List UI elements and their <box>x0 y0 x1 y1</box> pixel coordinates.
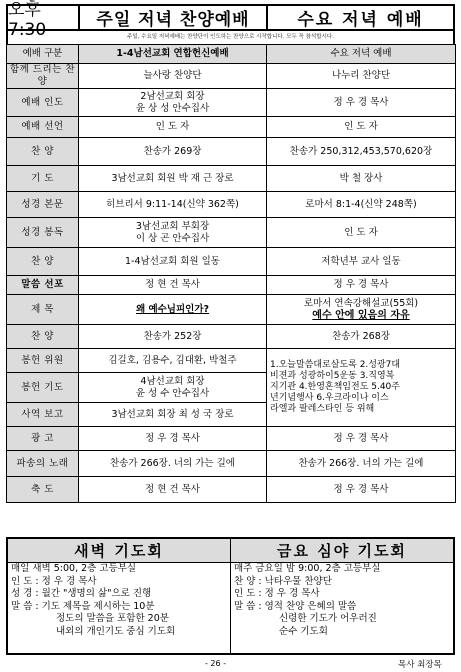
sunday-cell: 찬송가 269장 <box>79 138 267 166</box>
wednesday-cell: 찬송가 266장. 너의 가는 길에 <box>267 451 456 477</box>
cell-line: 로마서 연속강해설교(55회) <box>303 297 419 309</box>
wednesday-cell: 정 우 경 목사 <box>267 89 456 117</box>
row-label: 말씀 선포 <box>7 276 79 295</box>
wednesday-cell: 찬송가 250,312,453,570,620장 <box>267 138 456 166</box>
footer-author: 목사 최장목 <box>398 660 442 670</box>
row-label: 광 고 <box>7 427 79 451</box>
dawn-line: 정도의 말씀을 포함한 20분 <box>56 613 169 624</box>
wednesday-cell: 정 우 경 목사 <box>267 427 456 451</box>
wednesday-cell: 박 철 장사 <box>267 166 456 192</box>
dawn-line: 내외의 개인기도 중심 기도회 <box>56 625 176 637</box>
column-label-header: 예배 구분 <box>7 45 79 64</box>
sunday-cell <box>79 89 267 117</box>
wednesday-cell: 인 도 자 <box>267 218 456 248</box>
table-row <box>7 427 456 451</box>
table-row <box>7 477 456 503</box>
sunday-cell: 히브리서 9:11-14(신약 362쪽) <box>79 192 267 218</box>
row-label: 찬 양 <box>7 325 79 349</box>
table-row <box>7 138 456 166</box>
prayer-topic-line: 지기관 4.한영혼책임전도 5.40주 <box>270 382 400 392</box>
table-row <box>7 218 456 248</box>
wednesday-prayer-topics <box>267 349 456 427</box>
friday-line: 매주 금요일 밤 9:00, 2층 고등부실 <box>234 563 381 574</box>
row-label: 예배 선언 <box>7 117 79 138</box>
table-row <box>7 295 456 325</box>
prayer-meetings-section <box>6 537 455 655</box>
row-label: 찬 양 <box>7 138 79 166</box>
row-label: 사역 보고 <box>7 403 79 427</box>
friday-prayer-box <box>231 539 453 653</box>
sunday-cell: 정 현 건 목사 <box>79 477 267 503</box>
row-label: 봉헌 위원 <box>7 349 79 373</box>
friday-line: 찬 양 : 낙타우물 찬양단 <box>234 575 332 587</box>
cell-line: 윤 성 수 안수집사 <box>135 387 210 399</box>
table-row <box>7 166 456 192</box>
dawn-prayer-box <box>8 539 231 653</box>
wednesday-cell <box>267 295 456 325</box>
friday-line: 말 씀 : 영적 찬양 은혜의 말씀 <box>234 600 357 612</box>
table-row <box>7 451 456 477</box>
page-number: - 26 - <box>205 659 227 668</box>
sunday-cell: 김길호, 김용수, 김대환, 박철주 <box>79 349 267 373</box>
order-of-worship-table <box>6 44 456 503</box>
wednesday-service-title: 수요 저녁 예배 <box>297 10 424 30</box>
row-label: 축 도 <box>7 477 79 503</box>
table-row <box>7 276 456 295</box>
sunday-service-title: 주일 저녁 찬양예배 <box>80 6 268 29</box>
sermon-title-wednesday: 예수 안에 있음의 자유 <box>312 309 410 321</box>
row-label: 파송의 노래 <box>7 451 79 477</box>
table-row <box>7 192 456 218</box>
row-label: 예배 인도 <box>7 89 79 117</box>
cell-line: 4남선교회 회장 <box>140 375 205 387</box>
row-label: 성경 봉독 <box>7 218 79 248</box>
cell-line: 3남선교회 부회장 <box>135 220 210 232</box>
wednesday-cell: 로마서 8:1-4(신약 248쪽) <box>267 192 456 218</box>
sunday-cell: 정 현 건 목사 <box>79 276 267 295</box>
table-row <box>7 349 456 373</box>
wednesday-cell: 찬송가 268장 <box>267 325 456 349</box>
wednesday-cell: 인 도 자 <box>267 117 456 138</box>
sunday-cell: 인 도 자 <box>79 117 267 138</box>
sunday-cell: 1-4남선교회 회원 일동 <box>79 248 267 276</box>
column-sunday-header: 1-4남선교회 연합헌신예배 <box>79 45 267 64</box>
wednesday-cell: 저학년부 교사 일동 <box>267 248 456 276</box>
sermon-title-sunday: 왜 예수님피인가? <box>79 295 267 325</box>
row-label: 성경 본문 <box>7 192 79 218</box>
cell-line: 윤 상 성 안수집사 <box>135 102 210 114</box>
sunday-cell: 찬송가 266장. 너의 가는 길에 <box>79 451 267 477</box>
prayer-topic-line: 1.오늘말씀대로살도록 2.성광7대 <box>270 360 401 370</box>
prayer-topic-line: 비젼과 성광하이5운동 3.직영복 <box>270 371 395 381</box>
row-label: 봉헌 기도 <box>7 373 79 403</box>
notice-line: 주일, 수요일 저녁예배는 찬양단이 인도하는 찬양으로 시작합니다. 모두 꼭 참석합시다. <box>6 31 455 44</box>
row-label: 함께 드리는 찬양 <box>7 64 79 89</box>
wednesday-cell: 정 우 경 목사 <box>267 276 456 295</box>
friday-line: 인 도 : 정 우 경 목사 <box>234 588 320 599</box>
friday-line: 순수 기도회 <box>279 625 328 637</box>
cell-line: 이 상 곤 안수집사 <box>135 232 210 244</box>
sunday-cell <box>79 373 267 403</box>
table-row <box>7 89 456 117</box>
table-row <box>7 64 456 89</box>
sunday-cell <box>79 218 267 248</box>
dawn-line: 성 경 : 월간 "생명의 삶"으로 진행 <box>11 588 152 599</box>
wednesday-cell: 나누리 찬양단 <box>267 64 456 89</box>
wednesday-cell: 정 우 경 목사 <box>267 477 456 503</box>
table-row <box>7 248 456 276</box>
table-row <box>7 325 456 349</box>
sunday-cell: 3남선교회 회원 박 재 근 장로 <box>79 166 267 192</box>
sunday-cell: 3남선교회 회장 최 성 국 장로 <box>79 403 267 427</box>
row-label: 기 도 <box>7 166 79 192</box>
friday-line: 신령한 기도가 어우러진 <box>279 613 377 624</box>
sunday-cell: 찬송가 252장 <box>79 325 267 349</box>
prayer-topic-line: 라엘과 팔레스타인 등 위해 <box>270 404 375 414</box>
column-header-row <box>7 45 456 64</box>
service-time: 오후 7:30 <box>8 6 80 29</box>
sunday-cell: 늘사랑 찬양단 <box>79 64 267 89</box>
dawn-prayer-title: 새벽 기도회 <box>8 539 230 563</box>
sunday-cell: 정 우 경 목사 <box>79 427 267 451</box>
prayer-topic-line: 년기념행사 6.우크라이나 이스 <box>270 393 389 403</box>
table-row <box>7 117 456 138</box>
bulletin-frame <box>6 0 455 503</box>
row-label: 제 목 <box>7 295 79 325</box>
friday-prayer-title: 금요 심야 기도회 <box>231 539 453 563</box>
row-label: 찬 양 <box>7 248 79 276</box>
cell-line: 2남선교회 회장 <box>140 90 205 102</box>
dawn-line: 인 도 : 정 우 경 목사 <box>11 575 97 587</box>
column-wednesday-header: 수요 저녁 예배 <box>267 45 456 64</box>
dawn-line: 매일 새벽 5:00, 2층 고등부실 <box>11 563 137 574</box>
dawn-line: 말 씀 : 기도 제목을 제시하는 10분 <box>11 600 155 612</box>
